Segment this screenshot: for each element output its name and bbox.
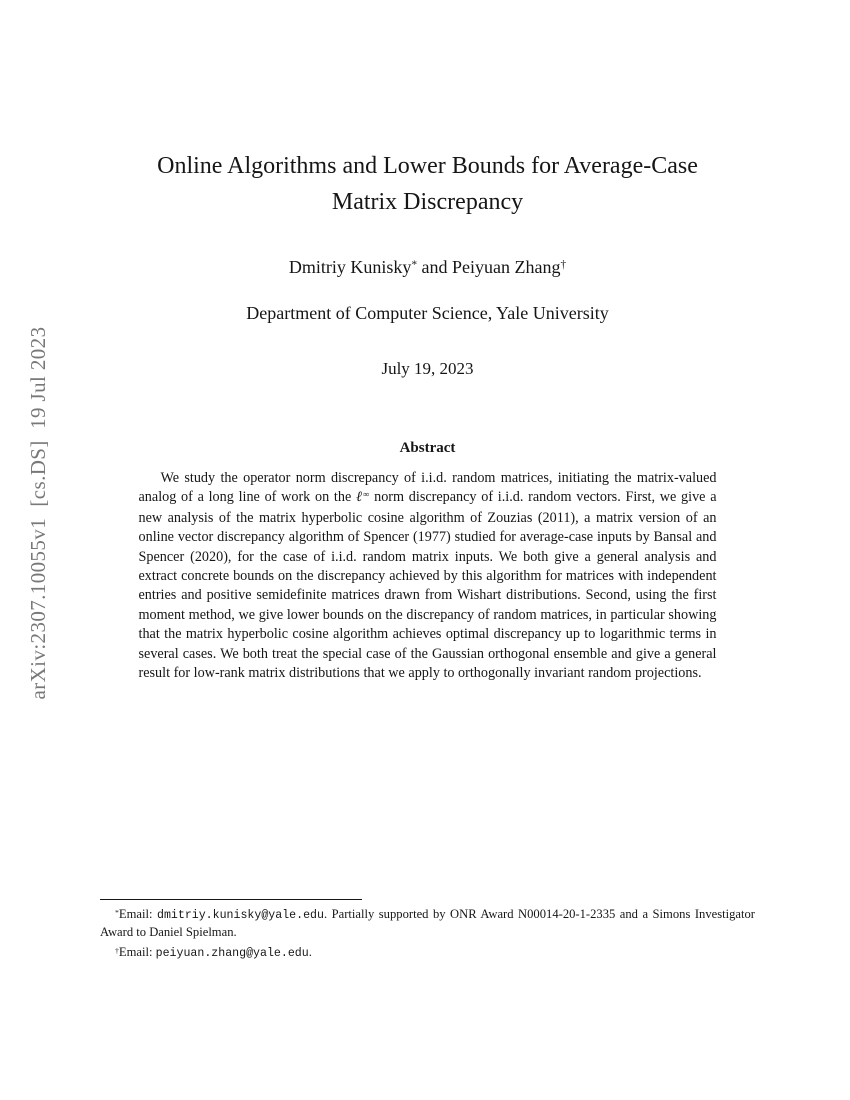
title-line-2: Matrix Discrepancy (331, 189, 524, 215)
footnote-2-text: . (308, 945, 312, 959)
abstract-section (100, 440, 755, 683)
title-line-1: Online Algorithms and Lower Bounds for Average-Case (157, 153, 698, 179)
abstract-part-1: We study the operator norm discrepancy of i.i.d. random matrices, initiating the matrix-valued analog of a long line of work on the (138, 470, 717, 506)
author-name-2: Peiyuan Zhang (452, 257, 561, 277)
ell-symbol: ℓ (356, 489, 364, 506)
footnote-2 (100, 944, 755, 962)
affiliation: Department of Computer Science, Yale University (246, 303, 609, 323)
author-connector: and (421, 257, 448, 277)
paper-title (100, 148, 755, 220)
footnote-1-email: dmitriy.kunisky@yale.edu (156, 909, 324, 922)
footnote-1 (100, 906, 755, 941)
arxiv-watermark: arXiv:2307.10055v1 [cs.DS] 19 Jul 2023 (26, 326, 50, 700)
footnote-rule (100, 899, 362, 900)
abstract-text (139, 469, 717, 683)
footnote-1-marker: * (115, 907, 119, 917)
publication-date: July 19, 2023 (381, 359, 474, 378)
abstract-heading: Abstract (399, 440, 456, 456)
author-footnote-marker-2: † (560, 258, 567, 271)
author-line (100, 257, 755, 278)
author-name-1: Dmitriy Kunisky (288, 257, 412, 277)
abstract-part-2: norm discrepancy of i.i.d. random vectors. First, we give a new analysis of the matrix hyperbolic cosine algorithm of Zouzias (2011), a matrix version of an online vector discrepancy algorithm of Spencer (1977) studied for average-case inputs by Bansal and Spencer (2020), for the case of i.i.d. random matrix inputs. We both give a general analysis and extract concrete bounds on the discrepancy achieved by this algorithm for matrices with independent entries and positive semidefinite matrices drawn from Wishart distributions. Second, using the first moment method, we give lower bounds on the discrepancy of random matrices, in particular showing that the matrix hyperbolic cosine algorithm achieves optimal discrepancy up to logarithmic terms in several cases. We both treat the special case of the Gaussian orthogonal ensemble and give a general result for low-rank matrix distributions that we apply to orthogonally invariant random projections. (138, 489, 717, 682)
footnote-2-marker: † (115, 945, 119, 955)
ell-infinity-superscript: ∞ (363, 489, 370, 500)
footnote-1-text: . Partially supported by ONR Award N00014-20-1-2335 and a Simons Investigator Award to Daniel Spielman. (100, 907, 755, 939)
footnote-2-label: Email: (118, 945, 156, 959)
footnotes-section (100, 899, 755, 962)
author-footnote-marker-1: * (411, 258, 418, 271)
footnote-1-label: Email: (118, 907, 157, 921)
footnote-2-email: peiyuan.zhang@yale.edu (155, 947, 309, 960)
paper-content (100, 0, 755, 683)
